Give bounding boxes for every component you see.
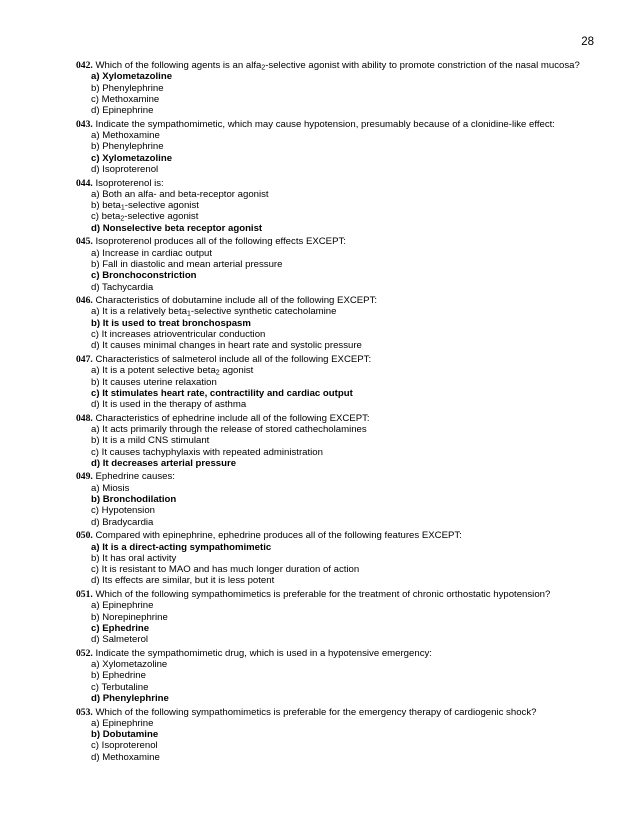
question-block	[76, 236, 616, 292]
subscript: 1	[186, 310, 191, 318]
answer-option: c) Isoproterenol	[91, 740, 158, 752]
answer-option: c) It causes tachyphylaxis with repeated administration	[91, 446, 323, 458]
answer-option: d) Its effects are similar, but it is less potent	[91, 575, 275, 587]
question-stem	[76, 648, 616, 659]
question-number: 048.	[76, 412, 93, 424]
answer-option-correct: c) Bronchoconstriction	[91, 270, 197, 282]
answer-option: a) Epinephrine	[91, 600, 154, 612]
question-block	[76, 589, 616, 645]
answer-option: b) Norepinephrine	[91, 611, 168, 623]
answer-option: b) It has oral activity	[91, 552, 177, 564]
subscript: 1	[120, 204, 125, 212]
question-number: 046.	[76, 295, 93, 307]
answer-option: a) It acts primarily through the release of stored cathecholamines	[91, 423, 367, 435]
answer-options	[76, 483, 616, 528]
answer-option-correct: c) Xylometazoline	[91, 152, 173, 164]
answer-option: b) beta$_1$-selective agonist	[91, 200, 199, 212]
answer-options	[76, 365, 616, 410]
answer-option-correct: c) Ephedrine	[91, 622, 150, 634]
question-number: 042.	[76, 60, 93, 71]
answer-option-correct: d) It decreases arterial pressure	[91, 457, 237, 469]
answer-option-correct: b) Dobutamine	[91, 729, 159, 741]
answer-option-correct: a) It is a direct-acting sympathomimetic	[91, 541, 272, 553]
answer-option: b) It is a mild CNS stimulant	[91, 435, 210, 447]
question-stem	[76, 471, 616, 482]
question-stem	[76, 354, 616, 365]
answer-option: b) Phenylephrine	[91, 141, 164, 153]
question-number: 050.	[76, 530, 93, 542]
question-stem	[76, 178, 616, 189]
answer-options	[76, 130, 616, 175]
answer-options	[76, 306, 616, 351]
answer-option: a) Epinephrine	[91, 717, 154, 729]
answer-options	[76, 189, 616, 234]
subscript: 2	[215, 369, 220, 377]
answer-option: a) Xylometazoline	[91, 659, 168, 671]
subscript: 2	[261, 64, 266, 72]
answer-option-correct: d) Nonselective beta receptor agonist	[91, 222, 263, 234]
answer-option: a) Miosis	[91, 482, 130, 494]
question-text: Isoproterenol is:	[95, 177, 164, 189]
question-block	[76, 60, 616, 116]
question-stem	[76, 707, 616, 718]
question-text: Characteristics of salmeterol include all of the following EXCEPT:	[95, 353, 372, 365]
question-block	[76, 178, 616, 234]
answer-option: c) beta$_2$-selective agonist	[91, 211, 199, 223]
question-stem	[76, 119, 616, 130]
answer-option: d) Salmeterol	[91, 634, 149, 646]
answer-options	[76, 659, 616, 704]
question-stem	[76, 295, 616, 306]
question-number: 043.	[76, 118, 93, 130]
answer-option-correct: d) Phenylephrine	[91, 693, 169, 704]
question-stem	[76, 530, 616, 541]
answer-option-correct: b) It is used to treat bronchospasm	[91, 317, 251, 329]
question-list	[76, 60, 616, 765]
question-number: 047.	[76, 353, 93, 365]
question-number: 049.	[76, 471, 93, 483]
question-text: Compared with epinephrine, ephedrine produces all of the following features EXCEPT:	[95, 530, 462, 542]
answer-option: a) It is a potent selective beta$_2$ agonist	[91, 365, 254, 377]
question-block	[76, 295, 616, 351]
answer-option: c) It is resistant to MAO and has much longer duration of action	[91, 564, 360, 576]
question-number: 052.	[76, 647, 93, 659]
question-block	[76, 119, 616, 175]
question-number: 044.	[76, 177, 93, 189]
answer-options	[76, 718, 616, 763]
question-text: Characteristics of dobutamine include all of the following EXCEPT:	[95, 295, 378, 307]
answer-option: a) Both an alfa- and beta-receptor agonist	[91, 188, 269, 200]
answer-option: b) Fall in diastolic and mean arterial pressure	[91, 258, 283, 270]
page-number: 28	[581, 36, 594, 48]
answer-options	[76, 424, 616, 469]
answer-option: d) Isoproterenol	[91, 163, 159, 175]
answer-option: d) It is used in the therapy of asthma	[91, 399, 247, 411]
answer-option: a) It is a relatively beta$_1$-selective synthetic catecholamine	[91, 306, 337, 318]
question-number: 045.	[76, 236, 93, 248]
answer-option: c) Terbutaline	[91, 681, 149, 693]
answer-option-correct: b) Bronchodilation	[91, 494, 177, 506]
question-number: 051.	[76, 589, 93, 601]
question-stem	[76, 413, 616, 424]
question-text: Which of the following sympathomimetics is preferable for the treatment of chronic orthostatic hypotension?	[95, 589, 551, 601]
answer-option: b) It causes uterine relaxation	[91, 376, 217, 388]
answer-option: d) Bradycardia	[91, 516, 154, 528]
question-block	[76, 707, 616, 763]
answer-options	[76, 248, 616, 293]
answer-option: c) Hypotension	[91, 505, 155, 517]
question-text: Isoproterenol produces all of the following effects EXCEPT:	[95, 236, 346, 248]
answer-option: d) Epinephrine	[91, 105, 154, 117]
subscript: 2	[120, 215, 125, 223]
answer-options	[76, 71, 616, 116]
answer-option: b) Ephedrine	[91, 670, 146, 682]
answer-option-correct: a) Xylometazoline	[91, 71, 173, 83]
answer-option: a) Methoxamine	[91, 130, 160, 142]
answer-option: c) Methoxamine	[91, 93, 160, 105]
question-text: Indicate the sympathomimetic, which may cause hypotension, presumably because of a clonidine-like effect:	[95, 118, 555, 130]
question-text: Characteristics of ephedrine include all of the following EXCEPT:	[95, 412, 370, 424]
question-stem	[76, 589, 616, 600]
answer-option: d) Methoxamine	[91, 751, 160, 763]
question-block	[76, 648, 616, 704]
answer-option: d) Tachycardia	[91, 281, 154, 293]
question-text: Which of the following agents is an alfa$_2$-selective agonist with ability to promote constriction of the nasal mucosa?	[95, 60, 580, 72]
answer-option-correct: c) It stimulates heart rate, contractility and cardiac output	[91, 387, 353, 399]
question-text: Ephedrine causes:	[95, 471, 175, 483]
question-block	[76, 354, 616, 410]
answer-options	[76, 542, 616, 587]
question-block	[76, 530, 616, 586]
answer-option: c) It increases atrioventricular conduction	[91, 329, 266, 341]
answer-option: b) Phenylephrine	[91, 82, 164, 94]
question-stem	[76, 236, 616, 247]
answer-options	[76, 600, 616, 645]
question-text: Indicate the sympathomimetic drug, which is used in a hypotensive emergency:	[95, 647, 432, 659]
question-block	[76, 471, 616, 527]
answer-option: a) Increase in cardiac output	[91, 247, 213, 259]
question-block	[76, 413, 616, 469]
question-number: 053.	[76, 706, 93, 718]
question-text: Which of the following sympathomimetics is preferable for the emergency therapy of cardiogenic shock?	[95, 706, 537, 718]
answer-option: d) It causes minimal changes in heart rate and systolic pressure	[91, 340, 362, 352]
question-stem	[76, 60, 616, 71]
